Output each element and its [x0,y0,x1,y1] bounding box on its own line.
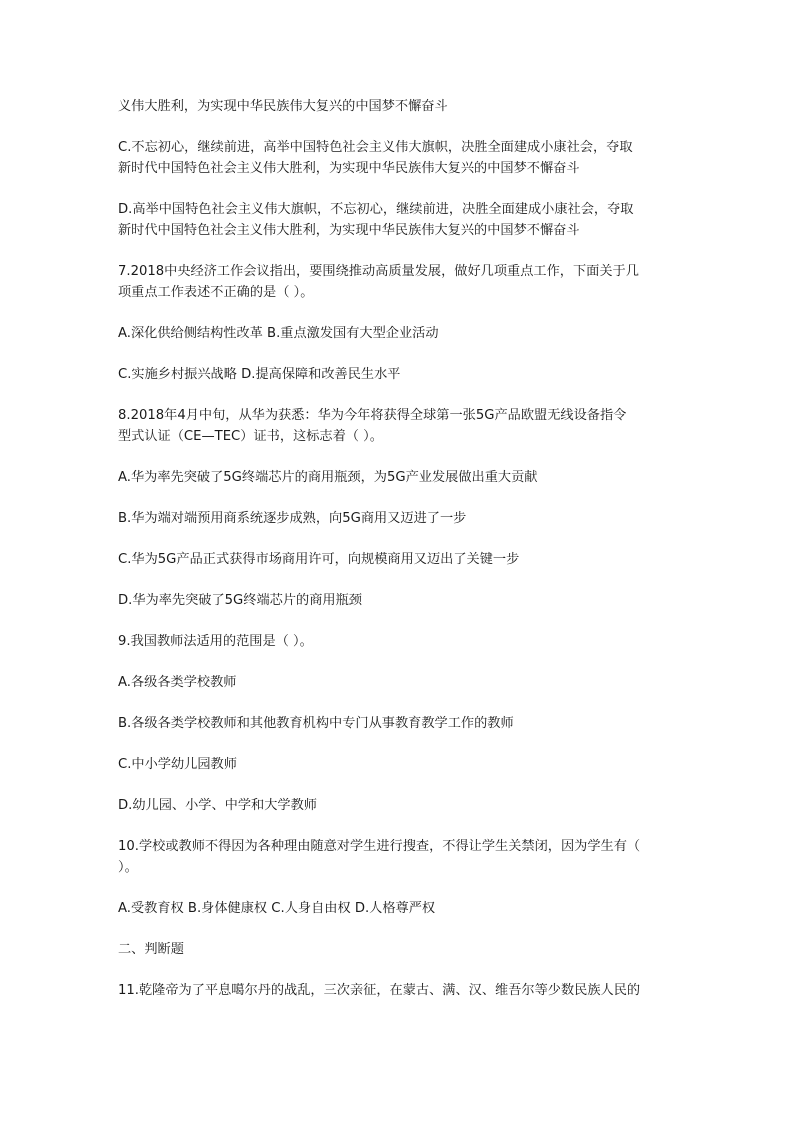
text-line: D.幼儿园、小学、中学和大学教师 [118,798,317,813]
text-line: 9.我国教师法适用的范围是（ ）。 [118,634,313,649]
text-line: D.华为率先突破了5G终端芯片的商用瓶颈 [118,593,362,608]
text-line: 11.乾隆帝为了平息噶尔丹的战乱，三次亲征，在蒙古、满、汉、维吾尔等少数民族人民的 [118,983,641,998]
text-line: A.华为率先突破了5G终端芯片的商用瓶颈，为5G产业发展做出重大贡献 [118,470,538,485]
paragraph [118,549,678,570]
text-line: ）。 [118,860,138,875]
text-line: 新时代中国特色社会主义伟大胜利，为实现中华民族伟大复兴的中国梦不懈奋斗 [118,223,580,238]
text-line: D.高举中国特色社会主义伟大旗帜，不忘初心，继续前进，决胜全面建成小康社会，夺取 [118,202,634,217]
paragraph [118,261,678,303]
paragraph [118,795,678,816]
text-line: 10.学校或教师不得因为各种理由随意对学生进行搜查，不得让学生关禁闭，因为学生有（ [118,839,641,854]
paragraph [118,980,678,1001]
paragraph [118,323,678,344]
paragraph [118,405,678,447]
text-line: C.中小学幼儿园教师 [118,757,237,772]
paragraph [118,672,678,693]
paragraph [118,939,678,960]
paragraph [118,467,678,488]
paragraph [118,713,678,734]
text-line: 新时代中国特色社会主义伟大胜利，为实现中华民族伟大复兴的中国梦不懈奋斗 [118,161,580,176]
paragraph [118,364,678,385]
text-line: 义伟大胜利，为实现中华民族伟大复兴的中国梦不懈奋斗 [118,99,448,114]
paragraph [118,199,678,241]
text-line: C.不忘初心，继续前进，高举中国特色社会主义伟大旗帜，决胜全面建成小康社会，夺取 [118,140,633,155]
text-line: 8.2018年4月中旬，从华为获悉：华为今年将获得全球第一张5G产品欧盟无线设备指令 [118,408,627,423]
paragraph [118,96,678,117]
text-line: C.实施乡村振兴战略 D.提高保障和改善民生水平 [118,367,401,382]
text-line: A.深化供给侧结构性改革 B.重点激发国有大型企业活动 [118,326,439,341]
text-line: 7.2018中央经济工作会议指出，要围绕推动高质量发展，做好几项重点工作，下面关于几 [118,264,639,279]
paragraph [118,508,678,529]
text-line: 二、判断题 [118,942,184,957]
paragraph [118,631,678,652]
paragraph [118,590,678,611]
text-line: C.华为5G产品正式获得市场商用许可，向规模商用又迈出了关键一步 [118,552,520,567]
text-line: 项重点工作表述不正确的是（ ）。 [118,285,314,300]
document-body [118,96,678,1021]
text-line: B.华为端对端预用商系统逐步成熟，向5G商用又迈进了一步 [118,511,467,526]
text-line: A.受教育权 B.身体健康权 C.人身自由权 D.人格尊严权 [118,901,436,916]
text-line: A.各级各类学校教师 [118,675,237,690]
text-line: 型式认证（CE—TEC）证书，这标志着（ ）。 [118,429,383,444]
text-line: B.各级各类学校教师和其他教育机构中专门从事教育教学工作的教师 [118,716,514,731]
paragraph [118,754,678,775]
paragraph [118,898,678,919]
paragraph [118,836,678,878]
paragraph [118,137,678,179]
